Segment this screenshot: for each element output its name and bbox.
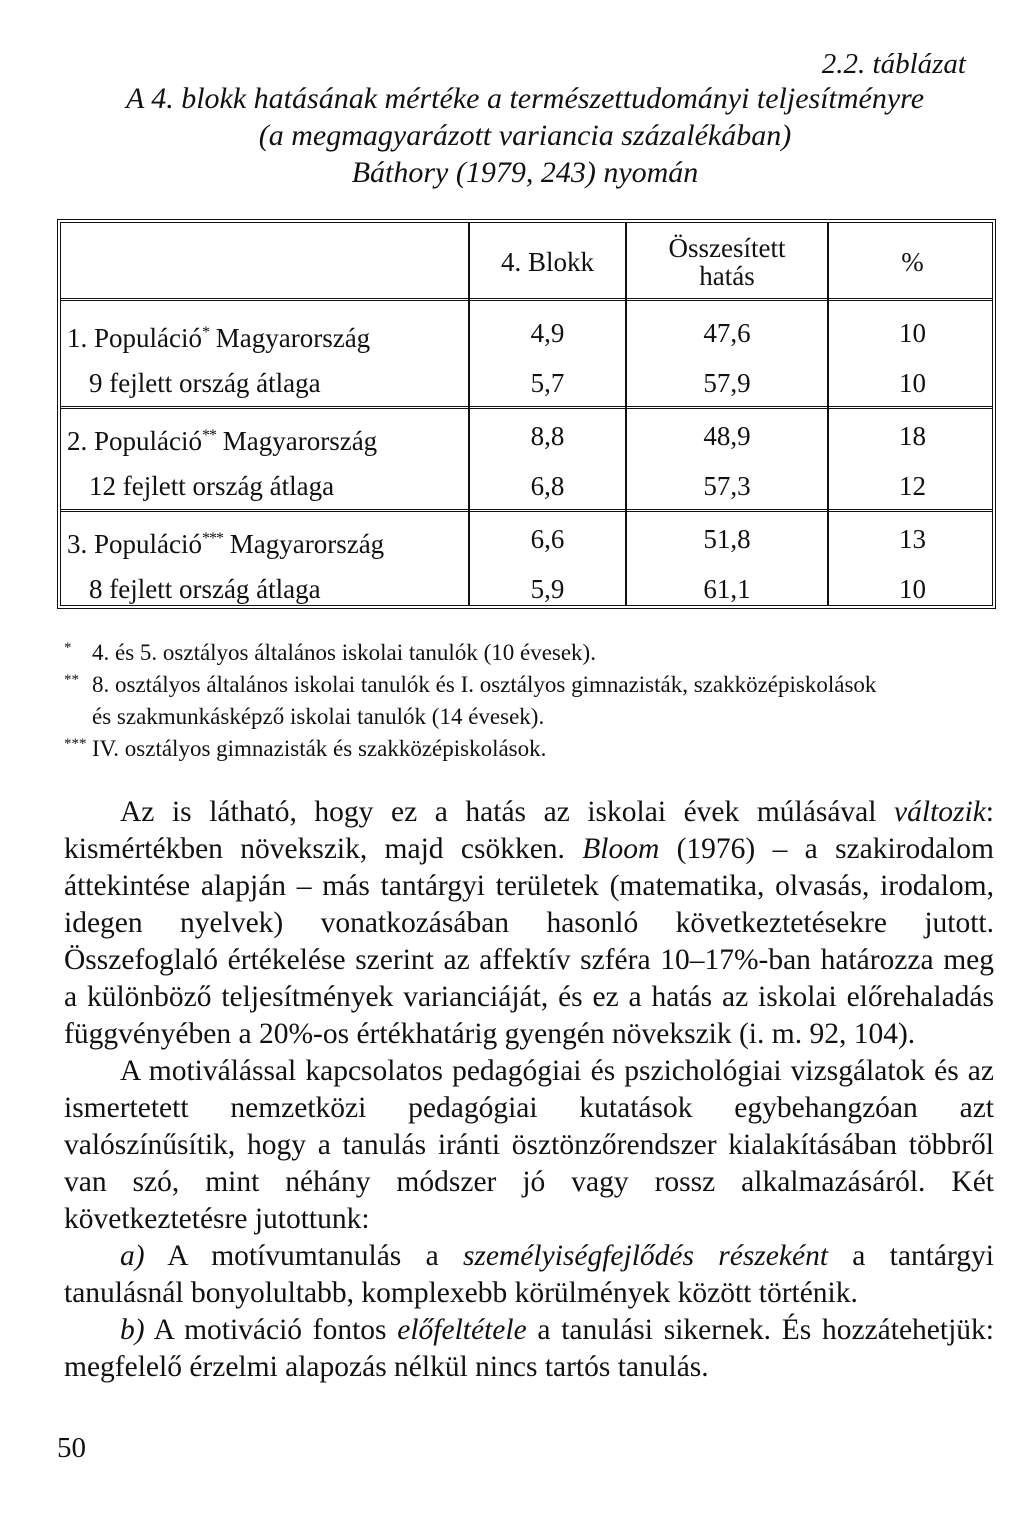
cell-osszesitett: 47,6 [703, 318, 751, 348]
row-divider [61, 406, 992, 409]
footnote-mark: ** [64, 672, 79, 688]
cell-blokk: 8,8 [530, 421, 565, 451]
cell-osszesitett: 51,8 [703, 524, 751, 554]
footnote-text: és szakmunkásképző iskolai tanulók (14 évesek). [92, 704, 545, 729]
emphasis-text: előfeltétele [397, 1314, 527, 1346]
text-run: (1976) – a szakirodalom áttekintése alapján – más tantárgyi területek (matematika, olvasás, irodalom, idegen nyelvek) vonatkozásában hasonló következtetésekre jutott. Összefoglaló értékelése szerint az affektív szféra 10–17%-ban határozza meg a különböző teljesítmények varianciáját, és ez a hatás az iskolai előrehaladás függvényében a 20%-os értékhatárig gyengén növekszik (i. m. 92, 104). [64, 833, 994, 1050]
footnote-mark: * [64, 640, 72, 656]
column-header-osszesitett [627, 234, 827, 290]
footnote-text: IV. osztályos gimnazisták és szakközépiskolások. [92, 736, 547, 761]
author-name: Bloom [582, 833, 660, 865]
text-run: A motiváció fontos [144, 1314, 398, 1346]
footnote [64, 736, 546, 762]
table-row-label [67, 421, 377, 456]
page-number: 50 [57, 1432, 86, 1464]
table-label: 2.2. táblázat [821, 48, 966, 80]
row-label-suffix: Magyarország [223, 529, 385, 559]
cell-percent: 10 [899, 368, 926, 398]
table-title-line1: A 4. blokk hatásának mértéke a természettudományi teljesítményre [125, 82, 925, 115]
table-row-label: 9 fejlett ország átlaga [89, 368, 321, 398]
cell-percent: 18 [899, 421, 926, 451]
footnote-text: 8. osztályos általános iskolai tanulók és I. osztályos gimnazisták, szakközépiskolások [92, 672, 877, 697]
emphasis-text: változik [894, 796, 986, 828]
table-row-label: 8 fejlett ország átlaga [89, 574, 321, 604]
cell-blokk: 4,9 [530, 318, 565, 348]
footnote [64, 640, 596, 666]
table-row-label [67, 318, 370, 353]
data-table [57, 219, 996, 609]
text-run: A motívumtanulás a [144, 1240, 463, 1272]
cell-osszesitett: 61,1 [703, 574, 751, 604]
footnote-mark: * [202, 324, 209, 341]
text-run: a tantárgyi tanulásnál bonyolultabb, komplexebb körülmények között történik. [64, 1240, 994, 1309]
cell-blokk: 5,9 [530, 574, 565, 604]
list-marker: b) [120, 1314, 145, 1346]
cell-blokk: 6,6 [530, 524, 565, 554]
cell-percent: 10 [899, 318, 926, 348]
row-label-prefix: 2. Populáció [67, 426, 202, 456]
column-header-osszesitett-line1: Összesített [668, 233, 786, 263]
row-label-prefix: 3. Populáció [67, 529, 202, 559]
cell-percent: 12 [899, 471, 926, 501]
cell-percent: 10 [899, 574, 926, 604]
paragraph [64, 1312, 994, 1386]
column-header-blokk: 4. Blokk [500, 247, 594, 277]
list-marker: a) [120, 1240, 145, 1272]
emphasis-text: személyiségfejlődés részeként [462, 1240, 829, 1272]
row-divider [61, 509, 992, 512]
text-run: a tanulási sikernek. És hozzátehetjük: megfelelő érzelmi alapozás nélkül nincs tartós tanulás. [64, 1314, 994, 1383]
body-text [64, 794, 994, 1386]
footnote [64, 672, 876, 698]
column-header-percent: % [901, 247, 924, 277]
row-divider [61, 298, 992, 301]
cell-osszesitett: 48,9 [703, 421, 751, 451]
footnote-mark: *** [64, 736, 87, 752]
footnote-text: 4. és 5. osztályos általános iskolai tanulók (10 évesek). [92, 640, 596, 665]
text-run: : kismértékben növekszik, majd csökken. [64, 796, 994, 865]
table-title-line2: (a megmagyarázott variancia százalékában) [258, 119, 792, 152]
paragraph: A motiválással kapcsolatos pedagógiai és pszichológiai vizsgálatok és az ismertetett nemzetközi pedagógiai kutatások egybehangzóan azt valószínűsítik, hogy a tanulás iránti ösztönzőrendszer kialakításában többről van szó, mint néhány módszer jó vagy rossz alkalmazásáról. Két következtetésre jutottunk: [64, 1055, 994, 1235]
table-title-line3: Báthory (1979, 243) nyomán [351, 156, 699, 189]
text-run: Az is látható, hogy ez a hatás az iskolai évek múlásával [120, 796, 895, 828]
cell-osszesitett: 57,3 [703, 471, 751, 501]
cell-blokk: 6,8 [530, 471, 565, 501]
cell-percent: 13 [899, 524, 926, 554]
row-label-suffix: Magyarország [209, 323, 371, 353]
column-header-osszesitett-line2: hatás [699, 261, 755, 291]
table-row-label [67, 524, 384, 559]
footnote-mark: *** [202, 530, 223, 547]
footnote [64, 704, 544, 730]
row-label-suffix: Magyarország [216, 426, 378, 456]
paragraph [64, 794, 994, 1053]
row-label-prefix: 1. Populáció [67, 323, 202, 353]
cell-osszesitett: 57,9 [703, 368, 751, 398]
table-row-label: 12 fejlett ország átlaga [89, 471, 335, 501]
footnote-mark: ** [202, 427, 216, 444]
paragraph [64, 1238, 994, 1312]
cell-blokk: 5,7 [530, 368, 565, 398]
